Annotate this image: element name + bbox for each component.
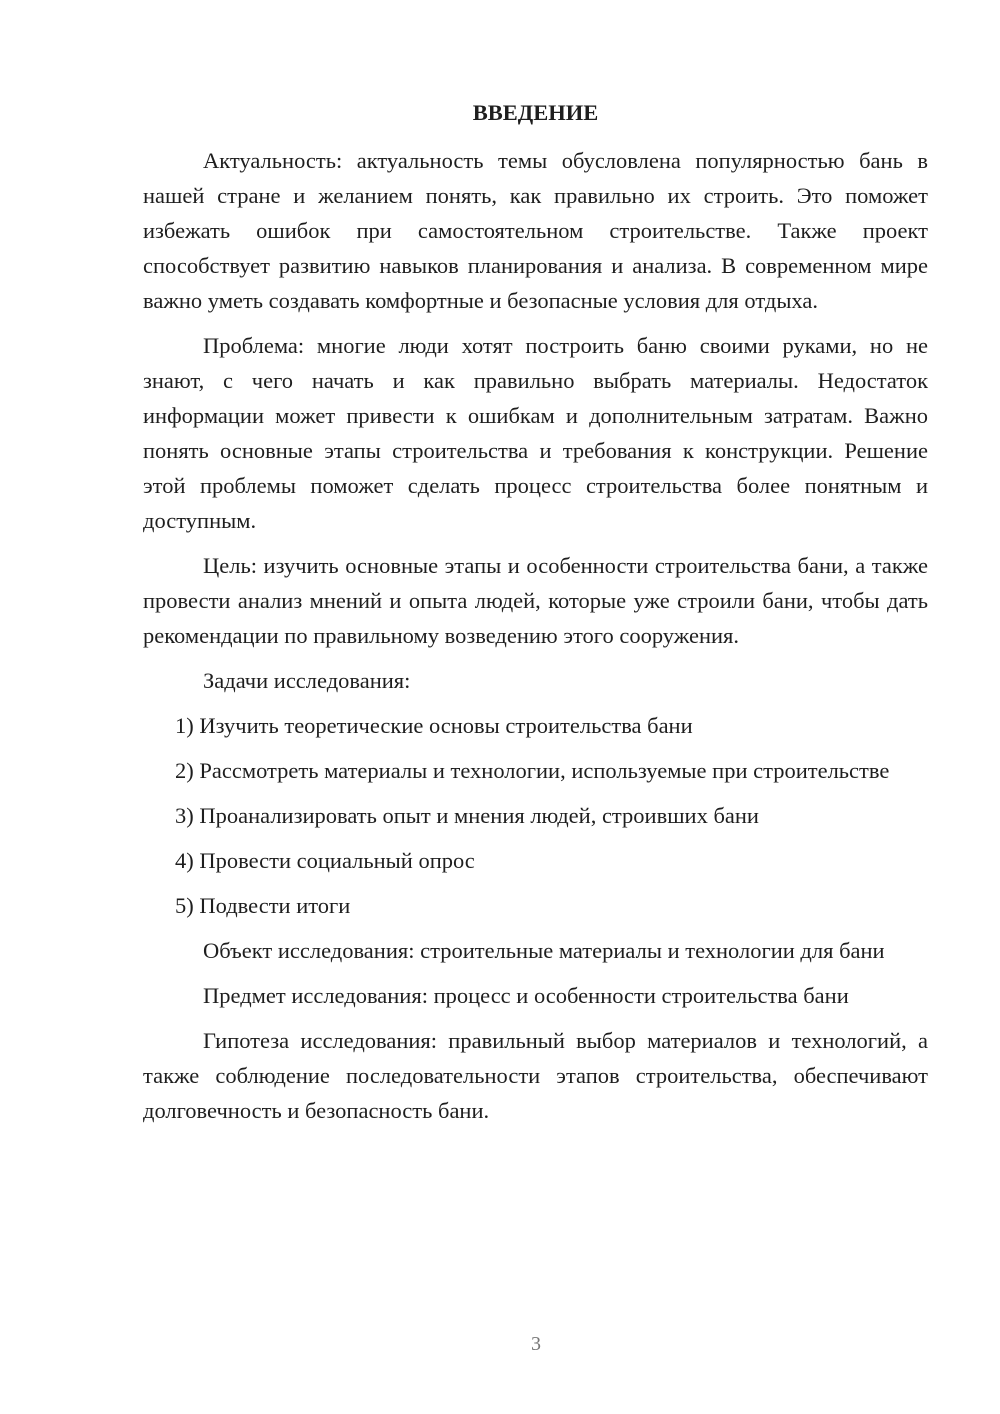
page-number: 3 — [531, 1333, 541, 1355]
list-item: 1) Изучить теоретические основы строительства бани — [175, 713, 693, 738]
tasks-heading: Задачи исследования: — [203, 668, 411, 693]
list-item: 4) Провести социальный опрос — [175, 848, 475, 873]
document-page — [143, 95, 928, 1138]
paragraph-problem: Проблема: многие люди хотят построить баню своими руками, но не знают, с чего начать и как правильно выбрать материалы. Недостаток информации может привести к ошибкам и дополнительным затратам. Важно понять основные этапы строительства и требования к конструкции. Решение этой проблемы поможет сделать процесс строительства более понятным и доступным. — [143, 333, 928, 533]
tasks-list — [143, 708, 928, 923]
paragraph-subject: Предмет исследования: процесс и особенности строительства бани — [203, 983, 849, 1008]
page-title: ВВЕДЕНИЕ — [472, 100, 599, 125]
paragraph-relevance: Актуальность: актуальность темы обусловлена популярностью бань в нашей стране и желанием понять, как правильно их строить. Это поможет избежать ошибок при самостоятельном строительстве. Также проект способствует развитию навыков планирования и анализа. В современном мире важно уметь создавать комфортные и безопасные условия для отдыха. — [143, 148, 928, 313]
list-item: 2) Рассмотреть материалы и технологии, используемые при строительстве — [175, 758, 890, 783]
list-item: 3) Проанализировать опыт и мнения людей, строивших бани — [175, 803, 759, 828]
paragraph-object: Объект исследования: строительные материалы и технологии для бани — [203, 938, 885, 963]
paragraph-goal: Цель: изучить основные этапы и особенности строительства бани, а также провести анализ мнений и опыта людей, которые уже строили бани, чтобы дать рекомендации по правильному возведению этого сооружения. — [143, 553, 928, 648]
list-item: 5) Подвести итоги — [175, 893, 351, 918]
paragraph-hypothesis: Гипотеза исследования: правильный выбор материалов и технологий, а также соблюдение последовательности этапов строительства, обеспечивают долговечность и безопасность бани. — [143, 1028, 928, 1123]
